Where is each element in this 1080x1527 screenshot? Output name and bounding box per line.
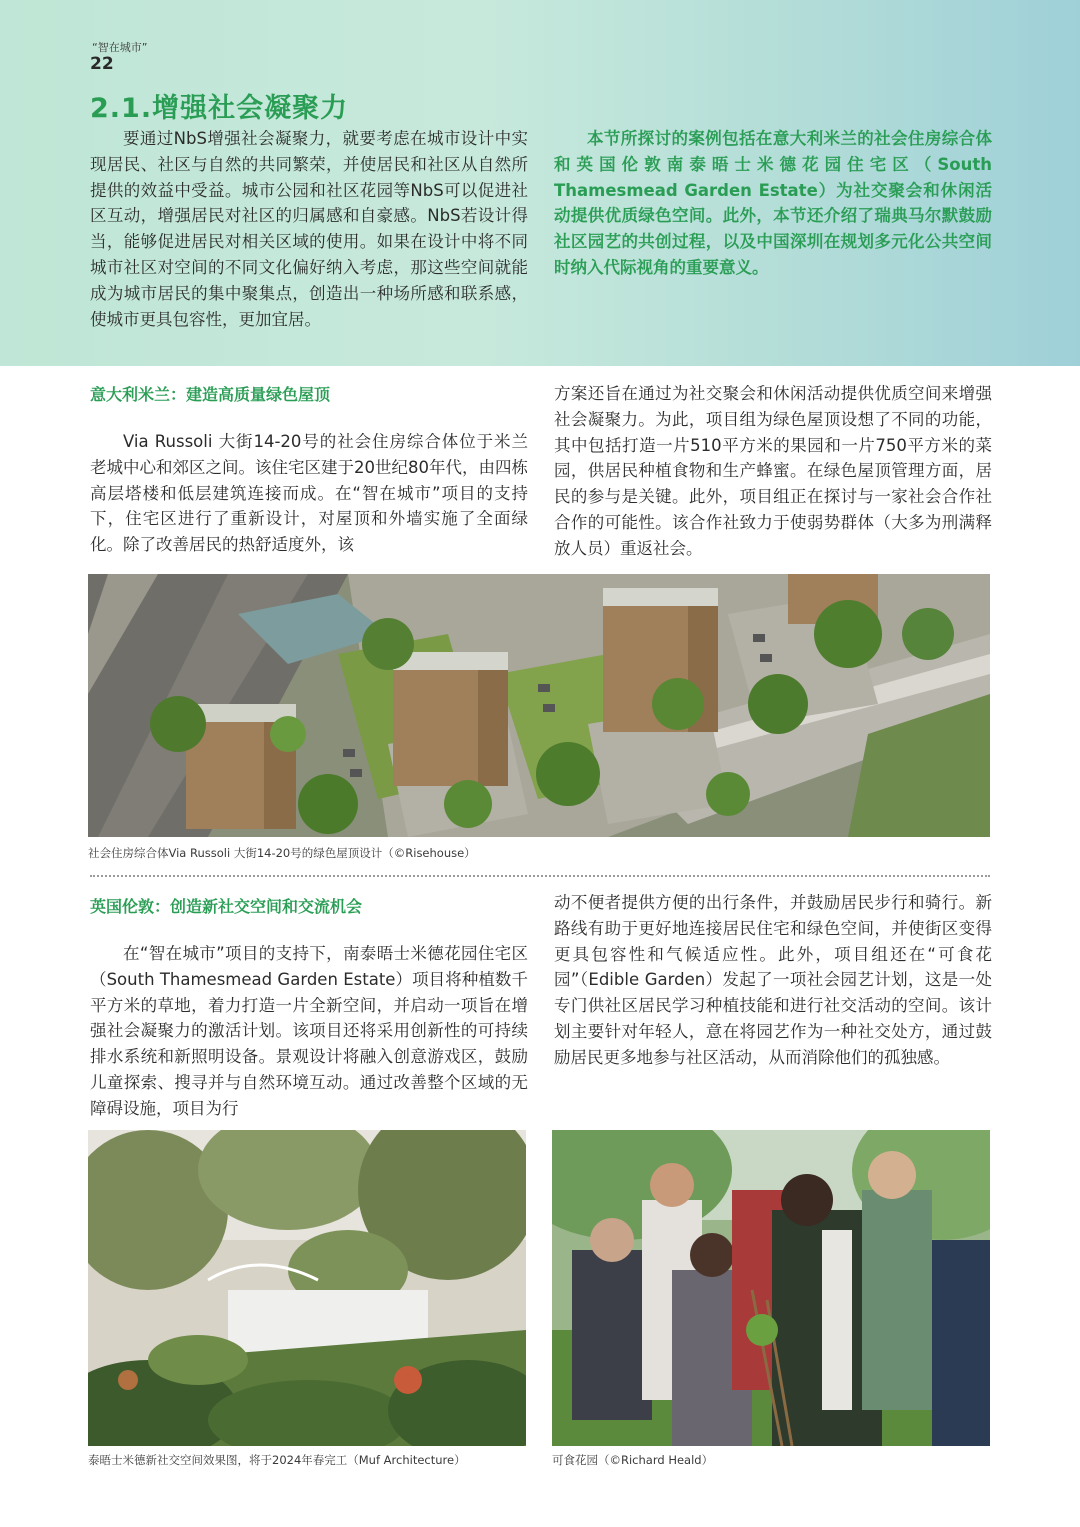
garden-photo [552, 1130, 990, 1446]
section-divider [90, 875, 990, 877]
milan-green-roof-image [88, 574, 990, 837]
aerial-rendering [88, 574, 990, 837]
section-title: 2.1.增强社会凝聚力 [90, 93, 349, 124]
milan-image-caption: 社会住房综合体Via Russoli 大街14-20号的绿色屋顶设计（©Risehouse） [88, 846, 476, 860]
intro-paragraph: 要通过NbS增强社会凝聚力，就要考虑在城市设计中实现居民、社区与自然的共同繁荣，并使居民和社区从自然所提供的效益中受益。城市公园和社区花园等NbS可以促进社区互动，增强居民对社区的归属感和自豪感。NbS若设计得当，能够促进居民对相关区域的使用。如果在设计中将不同城市社区对空间的不同文化偏好纳入考虑，那这些空间就能成为城市居民的集中聚集点，创造出一种场所感和联系感，使城市更具包容性，更加宜居。 [90, 129, 528, 329]
milan-body-right: 方案还旨在通过为社交聚会和休闲活动提供优质空间来增强社会凝聚力。为此，项目组为绿色屋顶设想了不同的功能，其中包括打造一片510平方米的果园和一片750平方米的菜园，供居民种植食物和生产蜂蜜。在绿色屋顶管理方面，居民的参与是关键。此外，项目组正在探讨与一家社会合作社合作的可能性。该合作社致力于使弱势群体（大多为刑满释放人员）重返社会。 [554, 384, 992, 558]
london-body-right: 动不便者提供方便的出行条件，并鼓励居民步行和骑行。新路线有助于更好地连接居民住宅和绿色空间，并使街区变得更具包容性和气候适应性。此外，项目组还在“可食花园”（Edible Garden）发起了一项社会园艺计划，这是一处专门供社区居民学习种植技能和进行社交活动的空间。该计划主要针对年轻人，意在将园艺作为一种社交处方，通过鼓励居民更多地参与社区活动，从而消除他们的孤独感。 [554, 893, 992, 1067]
edible-garden-image-caption: 可食花园（©Richard Heald） [552, 1453, 714, 1467]
intro-highlight-paragraph: 本节所探讨的案例包括在意大利米兰的社会住房综合体和英国伦敦南泰晤士米德花园住宅区（South Thamesmead Garden Estate）为社交聚会和休闲活动提供优质绿色空间。此外，本节还介绍了瑞典马尔默鼓励社区园艺的共创过程，以及中国深圳在规划多元化公共空间时纳入代际视角的重要意义。 [554, 129, 992, 277]
london-body-left: 在“智在城市”项目的支持下，南泰晤士米德花园住宅区（South Thamesmead Garden Estate）项目将种植数千平方米的草地，着力打造一片全新空间，并启动一项旨在增强社会凝聚力的激活计划。该项目还将采用创新性的可持续排水系统和新照明设备。景观设计将融入创意游戏区，鼓励儿童探索、搜寻并与自然环境互动。通过改善整个区域的无障碍设施，项目为行 [90, 944, 528, 1118]
page-number: 22 [90, 54, 114, 74]
milan-heading: 意大利米兰：建造高质量绿色屋顶 [90, 385, 331, 404]
milan-body-left: Via Russoli 大街14-20号的社会住房综合体位于米兰老城中心和郊区之间。该住宅区建于20世纪80年代，由四栋高层塔楼和低层建筑连接而成。在“智在城市”项目的支持下，住宅区进行了重新设计，对屋顶和外墙实施了全面绿化。除了改善居民的热舒适度外，该 [90, 432, 528, 555]
london-heading: 英国伦敦：创造新社交空间和交流机会 [90, 897, 363, 916]
running-title: “智在城市” [92, 41, 148, 54]
thamesmead-rendering-image [88, 1130, 526, 1446]
park-rendering [88, 1130, 526, 1446]
edible-garden-image [552, 1130, 990, 1446]
thamesmead-image-caption: 泰晤士米德新社交空间效果图，将于2024年春完工（Muf Architecture） [88, 1453, 466, 1467]
